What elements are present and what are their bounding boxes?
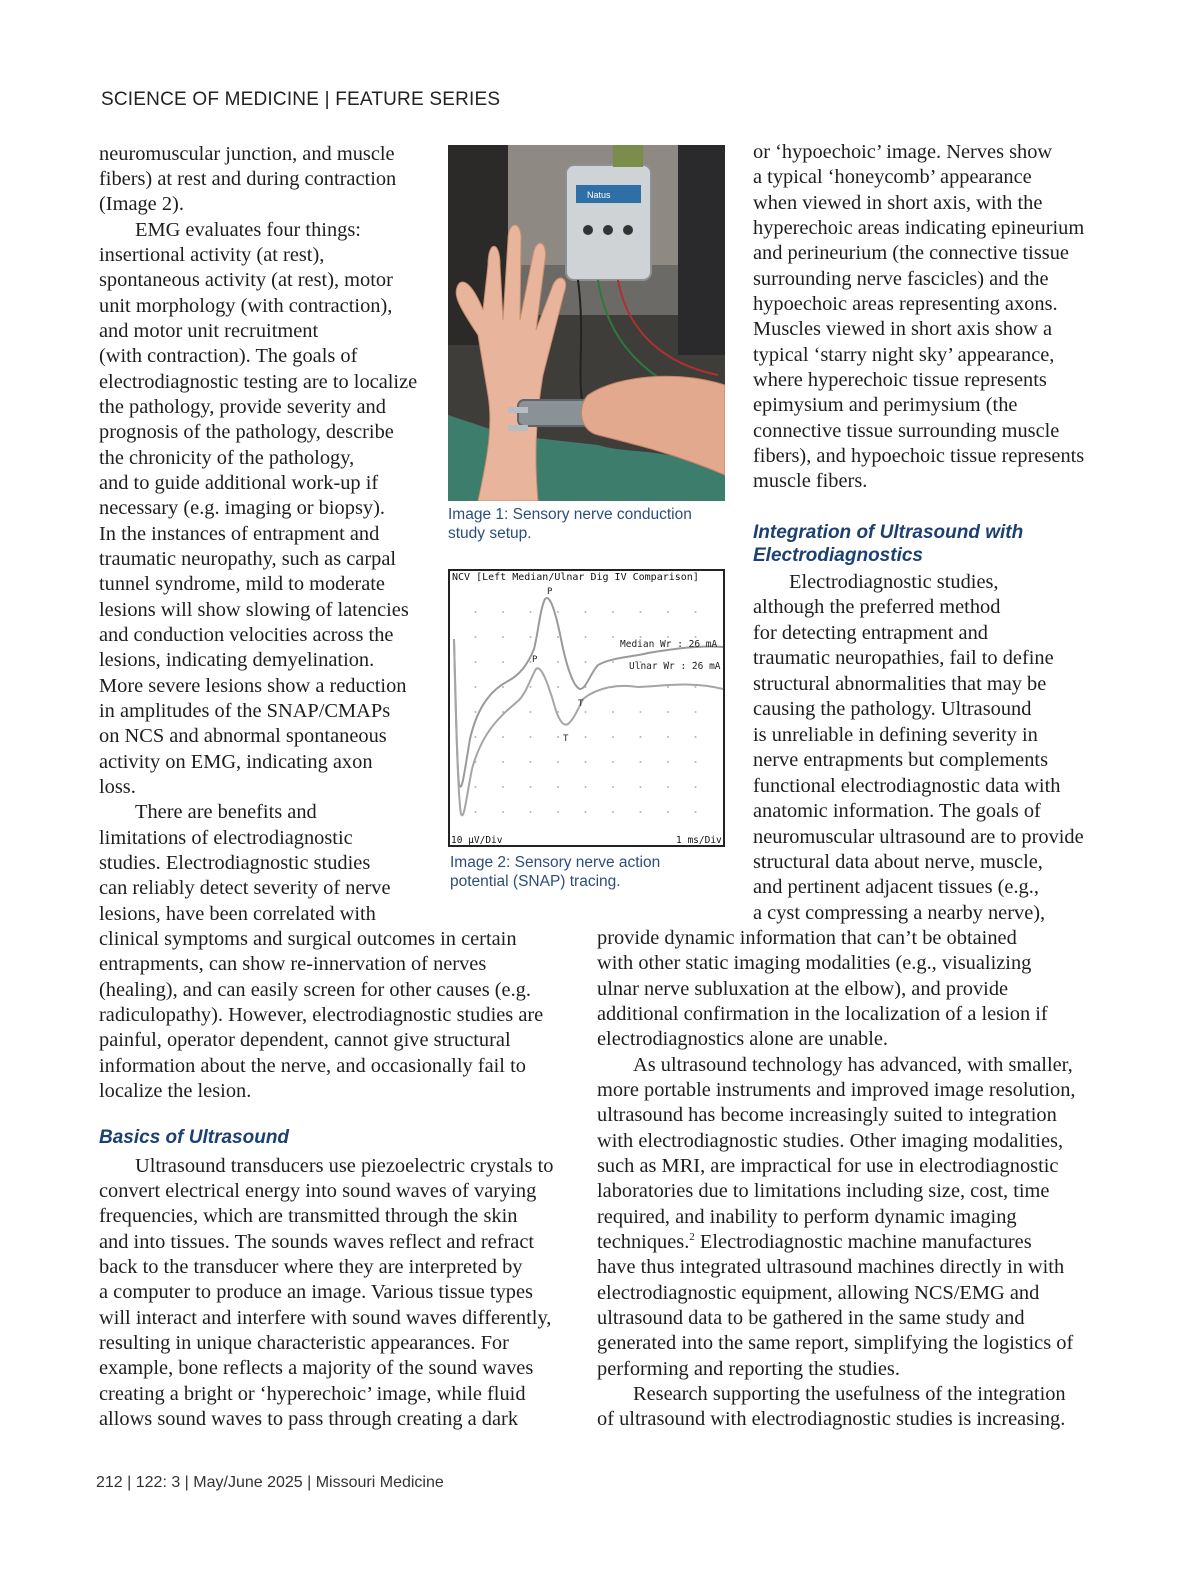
body-line: and motor unit recruitment [99, 320, 319, 342]
body-line: unit morphology (with contraction), [99, 295, 393, 317]
chart-frame [449, 570, 724, 846]
body-line: lesions will show slowing of latencies [99, 599, 409, 621]
body-line: example, bone reflects a majority of the sound waves [99, 1357, 534, 1379]
figure2-caption: potential (SNAP) tracing. [450, 873, 621, 890]
grid-dot [585, 661, 587, 663]
ulnar-peak-label: P [532, 655, 538, 665]
grid-dot [475, 611, 477, 613]
body-line: and to guide additional work-up if [99, 472, 379, 494]
body-line: clinical symptoms and surgical outcomes in certain [99, 928, 517, 950]
body-line: with other static imaging modalities (e.g., visualizing [597, 952, 1032, 974]
body-line: information about the nerve, and occasionally fail to [99, 1055, 526, 1077]
body-line: laboratories due to limitations including size, cost, time [597, 1180, 1050, 1202]
body-line: when viewed in short axis, with the [753, 192, 1043, 214]
ulnar-trough-label: T [563, 734, 569, 744]
grid-dot [557, 661, 559, 663]
body-line: Research supporting the usefulness of the integration [633, 1383, 1066, 1405]
body-line [597, 1230, 1032, 1255]
body-line: back to the transducer where they are interpreted by [99, 1256, 523, 1278]
grid-dot [557, 736, 559, 738]
body-line: of ultrasound with electrodiagnostic studies is increasing. [597, 1408, 1066, 1430]
body-line: surrounding nerve fascicles) and the [753, 268, 1049, 290]
grid-dot [640, 611, 642, 613]
grid-dot [475, 786, 477, 788]
running-header: SCIENCE OF MEDICINE | FEATURE SERIES [101, 89, 501, 110]
grid-dot [612, 711, 614, 713]
body-line: generated into the same report, simplifying the logistics of [597, 1332, 1074, 1354]
body-line: frequencies, which are transmitted through the skin [99, 1205, 518, 1227]
citation-superscript: 2 [689, 1231, 695, 1244]
body-line: the chronicity of the pathology, [99, 447, 355, 469]
body-line: causing the pathology. Ultrasound [753, 698, 1032, 720]
grid-dot [530, 761, 532, 763]
page-footer: 212 | 122: 3 | May/June 2025 | Missouri Medicine [96, 1474, 444, 1491]
grid-dot [475, 636, 477, 638]
grid-dot [667, 711, 669, 713]
grid-dot [585, 761, 587, 763]
body-line: can reliably detect severity of nerve [99, 877, 391, 899]
figure-photo-ncs-setup [448, 145, 725, 501]
body-line: electrodiagnostic equipment, allowing NCS/EMG and [597, 1282, 1040, 1304]
body-line: with electrodiagnostic studies. Other imaging modalities, [597, 1130, 1064, 1152]
body-line: a computer to produce an image. Various tissue types [99, 1281, 533, 1303]
grid-dot [695, 611, 697, 613]
body-line: ultrasound has become increasingly suited to integration [597, 1104, 1057, 1126]
body-line: hypoechoic areas representing axons. [753, 293, 1058, 315]
body-line: will interact and interfere with sound waves differently, [99, 1307, 552, 1329]
body-line: localize the lesion. [99, 1080, 252, 1102]
grid-dot [502, 686, 504, 688]
grid-dot [475, 686, 477, 688]
body-line: such as MRI, are impractical for use in electrodiagnostic [597, 1155, 1059, 1177]
grid-dot [530, 711, 532, 713]
grid-dot [612, 611, 614, 613]
grid-dot [502, 661, 504, 663]
body-line: convert electrical energy into sound waves of varying [99, 1180, 537, 1202]
grid-dot [502, 786, 504, 788]
body-line: insertional activity (at rest), [99, 244, 325, 266]
grid-dot [557, 786, 559, 788]
body-line: ultrasound data to be gathered in the same study and [597, 1307, 1025, 1329]
body-line: fibers), and hypoechoic tissue represents [753, 445, 1085, 467]
body-line: painful, operator dependent, cannot give structural [99, 1029, 511, 1051]
body-line: lesions, have been correlated with [99, 903, 376, 925]
grid-dot [695, 761, 697, 763]
body-line: creating a bright or ‘hyperechoic’ image, while fluid [99, 1383, 526, 1405]
figure1-caption: study setup. [448, 525, 532, 542]
grid-dot [530, 786, 532, 788]
grid-dot [530, 811, 532, 813]
body-line: provide dynamic information that can’t be obtained [597, 927, 1017, 949]
body-line: additional confirmation in the localization of a lesion if [597, 1003, 1048, 1025]
grid-dot [667, 686, 669, 688]
grid-dot [557, 811, 559, 813]
grid-dot [502, 636, 504, 638]
grid-dot [667, 736, 669, 738]
body-line: spontaneous activity (at rest), motor [99, 269, 393, 291]
grid-dot [612, 661, 614, 663]
grid-dot [585, 611, 587, 613]
body-line: structural data about nerve, muscle, [753, 851, 1043, 873]
grid-dot [585, 811, 587, 813]
grid-dot [530, 611, 532, 613]
body-line: where hyperechoic tissue represents [753, 369, 1047, 391]
body-line: (Image 2). [99, 193, 184, 215]
body-line: on NCS and abnormal spontaneous [99, 725, 387, 747]
grid-dot [640, 636, 642, 638]
body-line: ulnar nerve subluxation at the elbow), and provide [597, 978, 1009, 1000]
body-line: (with contraction). The goals of [99, 345, 358, 367]
grid-dot [612, 761, 614, 763]
grid-dot [612, 736, 614, 738]
body-line: neuromuscular junction, and muscle [99, 143, 395, 165]
body-line: in amplitudes of the SNAP/CMAPs [99, 700, 391, 722]
grid-dot [502, 761, 504, 763]
grid-dot [557, 636, 559, 638]
body-line: limitations of electrodiagnostic [99, 827, 353, 849]
body-line: radiculopathy). However, electrodiagnostic studies are [99, 1004, 544, 1026]
grid-dot [475, 661, 477, 663]
grid-dot [667, 761, 669, 763]
median-trough-label: T [578, 699, 584, 709]
body-line: activity on EMG, indicating axon [99, 751, 373, 773]
body-line: electrodiagnostic testing are to localize [99, 371, 418, 393]
body-line: entrapments, can show re-innervation of nerves [99, 953, 487, 975]
grid-dot [667, 611, 669, 613]
body-line: connective tissue surrounding muscle [753, 420, 1060, 442]
grid-dot [502, 811, 504, 813]
body-line: Ultrasound transducers use piezoelectric crystals to [135, 1155, 554, 1177]
section-heading: Basics of Ultrasound [99, 1127, 290, 1148]
body-line: EMG evaluates four things: [135, 219, 361, 241]
body-line: epimysium and perimysium (the [753, 394, 1018, 416]
grid-dot [640, 711, 642, 713]
body-line: Electrodiagnostic studies, [789, 571, 999, 593]
grid-dot [530, 686, 532, 688]
grid-dot [695, 711, 697, 713]
body-line: electrodiagnostics alone are unable. [597, 1028, 889, 1050]
body-line: loss. [99, 776, 136, 798]
body-line: a cyst compressing a nearby nerve), [753, 902, 1046, 924]
grid-dot [530, 636, 532, 638]
body-line: studies. Electrodiagnostic studies [99, 852, 371, 874]
body-line: resulting in unique characteristic appearances. For [99, 1332, 509, 1354]
grid-dot [667, 811, 669, 813]
body-line: prognosis of the pathology, describe [99, 421, 394, 443]
body-text: techniques. [597, 1231, 690, 1253]
body-line: and perineurium (the connective tissue [753, 242, 1069, 264]
grid-dot [502, 736, 504, 738]
figure1-caption: Image 1: Sensory nerve conduction [448, 506, 692, 523]
body-line: typical ‘starry night sky’ appearance, [753, 344, 1055, 366]
body-line: more portable instruments and improved image resolution, [597, 1079, 1076, 1101]
body-line: tunnel syndrome, mild to moderate [99, 573, 385, 595]
body-line: fibers) at rest and during contraction [99, 168, 397, 190]
body-line: neuromuscular ultrasound are to provide [753, 826, 1084, 848]
body-line: and conduction velocities across the [99, 624, 394, 646]
body-line: More severe lesions show a reduction [99, 675, 407, 697]
body-line: There are benefits and [135, 801, 317, 823]
body-line: have thus integrated ultrasound machines directly in with [597, 1256, 1065, 1278]
photo-illustration [448, 145, 725, 501]
body-line: traumatic neuropathy, such as carpal [99, 548, 397, 570]
median-peak-label: P [547, 587, 553, 597]
body-line: lesions, indicating demyelination. [99, 649, 375, 671]
body-line: required, and inability to perform dynamic imaging [597, 1206, 1017, 1228]
body-text: Electrodiagnostic machine manufactures [694, 1231, 1032, 1253]
body-line: performing and reporting the studies. [597, 1358, 900, 1380]
section-heading: Electrodiagnostics [753, 545, 923, 566]
grid-dot [612, 811, 614, 813]
grid-dot [530, 736, 532, 738]
grid-dot [667, 636, 669, 638]
grid-dot [502, 611, 504, 613]
body-line: structural abnormalities that may be [753, 673, 1047, 695]
chart-title: NCV [Left Median/Ulnar Dig IV Comparison] [452, 572, 699, 583]
body-line: allows sound waves to pass through creating a dark [99, 1408, 519, 1430]
body-line: or ‘hypoechoic’ image. Nerves show [753, 141, 1053, 163]
grid-dot [585, 636, 587, 638]
grid-dot [585, 786, 587, 788]
body-line: a typical ‘honeycomb’ appearance [753, 166, 1032, 188]
grid-dot [585, 711, 587, 713]
body-line: nerve entrapments but complements [753, 749, 1049, 771]
body-line: is unreliable in defining severity in [753, 724, 1038, 746]
body-line: hyperechoic areas indicating epineurium [753, 217, 1085, 239]
body-line: and pertinent adjacent tissues (e.g., [753, 876, 1039, 898]
grid-dot [612, 786, 614, 788]
grid-dot [695, 736, 697, 738]
median-legend: Median Wr : 26 mA [620, 639, 718, 650]
grid-dot [695, 636, 697, 638]
section-heading: Integration of Ultrasound with [753, 522, 1024, 543]
x-scale-label: 1 ms/Div [676, 835, 722, 846]
grid-dot [667, 786, 669, 788]
body-line: for detecting entrapment and [753, 622, 988, 644]
grid-dot [640, 786, 642, 788]
grid-dot [612, 636, 614, 638]
figure2-caption: Image 2: Sensory nerve action [450, 854, 661, 871]
grid-dot [475, 736, 477, 738]
y-scale-label: 10 µV/Div [451, 835, 503, 846]
grid-dot [640, 736, 642, 738]
grid-dot [557, 611, 559, 613]
body-line: functional electrodiagnostic data with [753, 775, 1061, 797]
ulnar-legend: Ulnar Wr : 26 mA [629, 661, 721, 672]
device-label: Natus [587, 190, 611, 200]
body-line: muscle fibers. [753, 470, 868, 492]
grid-dot [475, 811, 477, 813]
grid-dot [695, 686, 697, 688]
body-line: (healing), and can easily screen for other causes (e.g. [99, 979, 531, 1001]
body-line: and into tissues. The sounds waves reflect and refract [99, 1231, 535, 1253]
body-line: Muscles viewed in short axis show a [753, 318, 1053, 340]
body-line: traumatic neuropathies, fail to define [753, 647, 1054, 669]
grid-dot [640, 761, 642, 763]
body-line: As ultrasound technology has advanced, with smaller, [633, 1054, 1073, 1076]
grid-dot [695, 811, 697, 813]
body-line: In the instances of entrapment and [99, 523, 380, 545]
body-line: necessary (e.g. imaging or biopsy). [99, 497, 385, 519]
grid-dot [640, 811, 642, 813]
grid-dot [557, 761, 559, 763]
figure-snap-tracing [448, 569, 725, 847]
body-line: anatomic information. The goals of [753, 800, 1041, 822]
grid-dot [475, 711, 477, 713]
grid-dot [557, 686, 559, 688]
body-line: although the preferred method [753, 596, 1001, 618]
grid-dot [695, 786, 697, 788]
grid-dot [585, 736, 587, 738]
snap-chart [448, 569, 725, 847]
body-line: the pathology, provide severity and [99, 396, 386, 418]
